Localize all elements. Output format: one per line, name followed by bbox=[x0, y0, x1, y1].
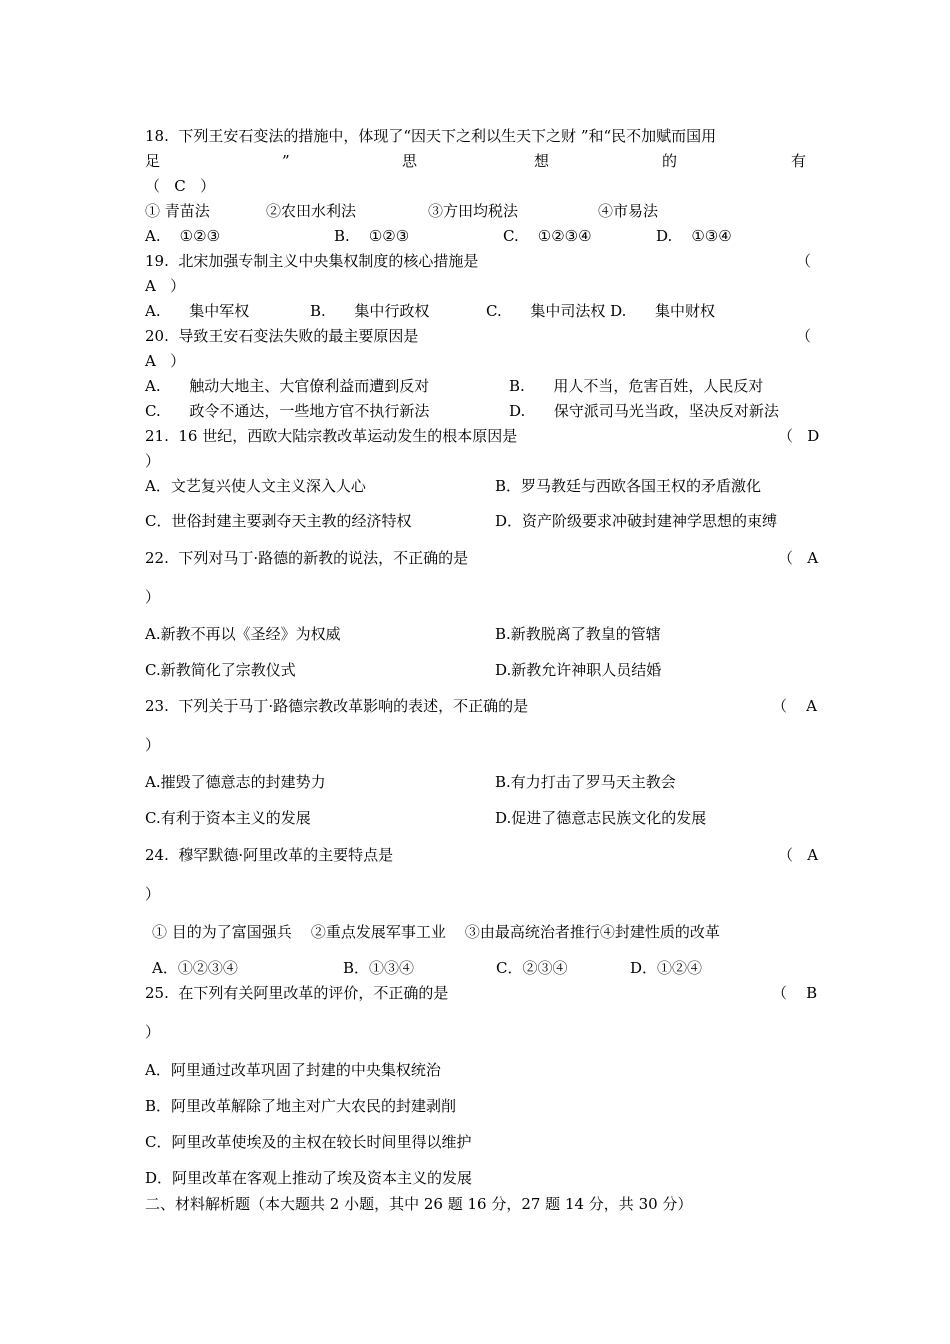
q21-paren: （ D bbox=[778, 427, 820, 445]
q23-option-a: A.摧毁了德意志的封建势力 bbox=[145, 773, 326, 791]
q22-option-d: D.新教允许神职人员结婚 bbox=[495, 661, 662, 679]
q25-stem: 25. 在下列有关阿里改革的评价，不正确的是 bbox=[145, 984, 449, 1002]
q22-paren: （ A bbox=[778, 549, 819, 567]
q19-option-a: A. 集中军权 bbox=[145, 302, 250, 320]
q18-stem-cont-1: 足 bbox=[145, 152, 161, 170]
q24-option-a: A．①②③④ bbox=[152, 959, 238, 977]
q21-stem: 21. 16 世纪，西欧大陆宗教改革运动发生的根本原因是 bbox=[145, 427, 518, 445]
q24-answer: ） bbox=[145, 885, 161, 903]
q21-option-b: B．罗马教廷与西欧各国王权的矛盾激化 bbox=[495, 477, 762, 495]
q21-option-a: A．文艺复兴使人文主义深入人心 bbox=[145, 477, 366, 495]
q21-option-c: C．世俗封建主要剥夺天主教的经济特权 bbox=[145, 512, 412, 530]
q18-stem-cont-5: 的 bbox=[662, 152, 678, 170]
q24-items: ① 目的为了富国强兵 ②重点发展军事工业 ③由最高统治者推行④封建性质的改革 bbox=[152, 923, 720, 941]
q20-option-c: C. 政令不通达，一些地方官不执行新法 bbox=[145, 402, 430, 420]
q25-option-d: D．阿里改革在客观上推动了埃及资本主义的发展 bbox=[145, 1169, 473, 1187]
q21-option-d: D．资产阶级要求冲破封建神学思想的束缚 bbox=[495, 512, 778, 530]
q18-stem-cont-6: 有 bbox=[791, 152, 807, 170]
q25-paren: （ B bbox=[772, 984, 818, 1002]
q21-answer: ） bbox=[145, 452, 161, 470]
q23-option-c: C.有利于资本主义的发展 bbox=[145, 809, 311, 827]
q18-option-a: A. ①②③ bbox=[145, 227, 221, 245]
q20-stem: 20. 导致王安石变法失败的最主要原因是 bbox=[145, 327, 419, 345]
q25-option-b: B．阿里改革解除了地主对广大农民的封建剥削 bbox=[145, 1097, 457, 1115]
q20-option-d: D. 保守派司马光当政，坚决反对新法 bbox=[509, 402, 779, 420]
q19-option-cd: C. 集中司法权 D. 集中财权 bbox=[486, 302, 715, 320]
q19-option-b: B. 集中行政权 bbox=[310, 302, 430, 320]
q18-item-1: ① 青苗法 bbox=[145, 202, 210, 220]
q18-item-2: ②农田水利法 bbox=[266, 202, 357, 220]
q23-option-d: D.促进了德意志民族文化的发展 bbox=[495, 809, 707, 827]
q18-item-3: ③方田均税法 bbox=[428, 202, 519, 220]
q18-stem-cont-4: 想 bbox=[534, 152, 550, 170]
q20-answer: A ） bbox=[145, 352, 186, 370]
q22-option-b: B.新教脱离了教皇的管辖 bbox=[495, 625, 661, 643]
q24-option-c: C．②③④ bbox=[496, 959, 568, 977]
q25-option-c: C．阿里改革使埃及的主权在较长时间里得以维护 bbox=[145, 1133, 472, 1151]
q20-paren: （ bbox=[796, 327, 812, 345]
q19-answer: A ） bbox=[145, 277, 186, 295]
q22-answer: ） bbox=[145, 588, 161, 606]
q20-option-a: A. 触动大地主、大官僚利益而遭到反对 bbox=[145, 377, 430, 395]
q23-option-b: B.有力打击了罗马天主教会 bbox=[495, 773, 676, 791]
q18-stem: 18. 下列王安石变法的措施中，体现了“因天下之利以生天下之财 ”和“民不加赋而国用 bbox=[145, 127, 717, 145]
q20-option-b: B. 用人不当，危害百姓，人民反对 bbox=[509, 377, 764, 395]
q19-paren: （ bbox=[796, 252, 812, 270]
q23-stem: 23. 下列关于马丁·路德宗教改革影响的表述，不正确的是 bbox=[145, 697, 529, 715]
q24-stem: 24. 穆罕默德·阿里改革的主要特点是 bbox=[145, 846, 394, 864]
q19-stem: 19. 北宋加强专制主义中央集权制度的核心措施是 bbox=[145, 252, 479, 270]
q22-stem: 22. 下列对马丁·路德的新教的说法，不正确的是 bbox=[145, 549, 469, 567]
q18-option-b: B. ①②③ bbox=[334, 227, 410, 245]
q24-paren: （ A bbox=[778, 846, 819, 864]
q18-answer: （ C ） bbox=[145, 177, 216, 195]
q22-option-a: A.新教不再以《圣经》为权威 bbox=[145, 625, 341, 643]
q23-paren: （ A bbox=[772, 697, 817, 715]
q24-option-d: D．①②④ bbox=[630, 959, 703, 977]
q18-option-d: D. ①③④ bbox=[656, 227, 732, 245]
q18-stem-cont-3: 思 bbox=[402, 152, 418, 170]
q25-option-a: A．阿里通过改革巩固了封建的中央集权统治 bbox=[145, 1061, 441, 1079]
section-2-heading: 二、材料解析题（本大题共 2 小题，其中 26 题 16 分，27 题 14 分，共 30 分） bbox=[145, 1195, 693, 1213]
q25-answer: ） bbox=[145, 1023, 161, 1041]
q23-answer: ） bbox=[145, 736, 161, 754]
q18-stem-cont-2: ” bbox=[282, 152, 290, 170]
q18-option-c: C. ①②③④ bbox=[503, 227, 592, 245]
q22-option-c: C.新教简化了宗教仪式 bbox=[145, 661, 296, 679]
q24-option-b: B．①③④ bbox=[343, 959, 415, 977]
q18-item-4: ④市易法 bbox=[598, 202, 659, 220]
